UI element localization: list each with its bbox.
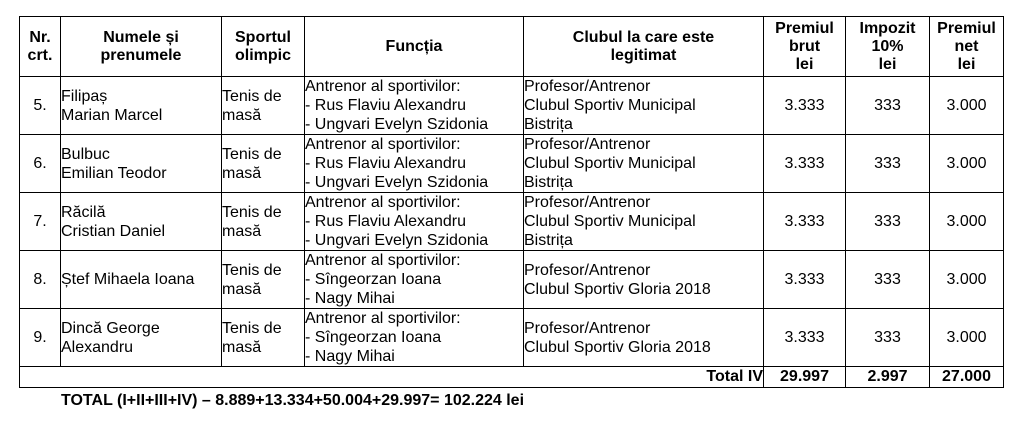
cell-name: [61, 135, 222, 193]
cell-club-line: Profesor/Antrenor: [524, 194, 651, 211]
total-row: [20, 367, 1004, 388]
cell-function: [305, 193, 524, 251]
cell-function-line: - Sîngeorzan Ioana: [305, 271, 442, 288]
cell-club-line: Profesor/Antrenor: [524, 319, 651, 337]
cell-club-line: Clubul Sportiv Gloria 2018: [524, 338, 711, 356]
cell-name-line: Filipaș: [61, 87, 108, 105]
cell-nr: 9.: [20, 309, 61, 367]
header-tax: Impozit 10% lei: [846, 17, 930, 77]
table-row: [20, 135, 1004, 193]
cell-club-line: Profesor/Antrenor: [524, 261, 651, 279]
table-row: [20, 77, 1004, 135]
cell-sport-line: masă: [222, 106, 262, 124]
total-net: 27.000: [930, 367, 1004, 388]
cell-sport-line: Tenis de: [222, 319, 282, 337]
cell-nr: 8.: [20, 251, 61, 309]
header-net: Premiul net lei: [930, 17, 1004, 77]
cell-name-line: Dincă George: [61, 319, 160, 337]
cell-function-line: - Ungvari Evelyn Szidonia: [305, 174, 489, 191]
cell-gross: 3.333: [764, 251, 846, 309]
cell-nr: 5.: [20, 77, 61, 135]
cell-function-line: Antrenor al sportivilor:: [305, 136, 461, 153]
cell-club: [524, 193, 764, 251]
cell-club: [524, 77, 764, 135]
cell-function-line: - Ungvari Evelyn Szidonia: [305, 232, 489, 249]
table-row: [20, 251, 1004, 309]
cell-function-line: Antrenor al sportivilor:: [305, 252, 461, 269]
cell-gross: 3.333: [764, 77, 846, 135]
cell-club-line: Clubul Sportiv Municipal: [524, 213, 696, 230]
cell-net: 3.000: [930, 251, 1004, 309]
table-row: [20, 193, 1004, 251]
cell-sport: [222, 251, 305, 309]
cell-sport-line: Tenis de: [222, 145, 282, 163]
cell-tax: 333: [846, 251, 930, 309]
header-sport: Sportul olimpic: [222, 17, 305, 77]
grand-total: TOTAL (I+II+III+IV) – 8.889+13.334+50.004+29.997= 102.224 lei: [61, 392, 525, 409]
cell-function-line: Antrenor al sportivilor:: [305, 310, 461, 327]
cell-name-line: Ștef Mihaela Ioana: [61, 271, 195, 288]
cell-club-line: Profesor/Antrenor: [524, 78, 651, 95]
cell-club: [524, 251, 764, 309]
header-club: Clubul la care este legitimat: [524, 17, 764, 77]
cell-sport-line: Tenis de: [222, 261, 282, 279]
cell-function: [305, 251, 524, 309]
cell-net: 3.000: [930, 77, 1004, 135]
cell-club-line: Clubul Sportiv Gloria 2018: [524, 280, 711, 298]
cell-sport-line: masă: [222, 338, 262, 356]
cell-function-line: - Sîngeorzan Ioana: [305, 329, 442, 346]
cell-nr: 6.: [20, 135, 61, 193]
cell-club-line: Clubul Sportiv Municipal: [524, 155, 696, 172]
cell-sport-line: masă: [222, 164, 262, 182]
cell-name: [61, 77, 222, 135]
cell-gross: 3.333: [764, 193, 846, 251]
cell-name-line: Cristian Daniel: [61, 222, 166, 240]
cell-tax: 333: [846, 193, 930, 251]
cell-tax: 333: [846, 135, 930, 193]
cell-net: 3.000: [930, 193, 1004, 251]
header-function: Funcția: [305, 17, 524, 77]
header-nr: Nr. crt.: [20, 17, 61, 77]
cell-name: [61, 251, 222, 309]
awards-table: [19, 16, 1004, 388]
cell-function-line: - Rus Flaviu Alexandru: [305, 97, 466, 114]
table-row: [20, 309, 1004, 367]
cell-sport-line: masă: [222, 280, 262, 298]
total-label: Total IV: [20, 367, 764, 388]
cell-club: [524, 309, 764, 367]
cell-gross: 3.333: [764, 135, 846, 193]
cell-sport: [222, 193, 305, 251]
cell-name: [61, 193, 222, 251]
header-row: [20, 17, 1004, 77]
cell-function-line: - Rus Flaviu Alexandru: [305, 213, 466, 230]
cell-club-line: Bistrița: [524, 232, 573, 249]
cell-club-line: Bistrița: [524, 174, 573, 191]
cell-sport-line: Tenis de: [222, 203, 282, 221]
cell-function: [305, 135, 524, 193]
cell-function-line: - Ungvari Evelyn Szidonia: [305, 116, 489, 133]
cell-function: [305, 309, 524, 367]
cell-sport-line: masă: [222, 222, 262, 240]
cell-tax: 333: [846, 77, 930, 135]
cell-name-line: Marian Marcel: [61, 106, 163, 124]
cell-function-line: - Rus Flaviu Alexandru: [305, 155, 466, 172]
cell-sport-line: Tenis de: [222, 87, 282, 105]
total-tax: 2.997: [846, 367, 930, 388]
cell-function: [305, 77, 524, 135]
cell-gross: 3.333: [764, 309, 846, 367]
cell-sport: [222, 77, 305, 135]
cell-tax: 333: [846, 309, 930, 367]
cell-nr: 7.: [20, 193, 61, 251]
cell-name-line: Emilian Teodor: [61, 164, 167, 182]
cell-name-line: Bulbuc: [61, 145, 110, 163]
cell-name: [61, 309, 222, 367]
cell-function-line: Antrenor al sportivilor:: [305, 194, 461, 211]
cell-club-line: Clubul Sportiv Municipal: [524, 97, 696, 114]
cell-club-line: Bistrița: [524, 116, 573, 133]
cell-sport: [222, 135, 305, 193]
cell-name-line: Alexandru: [61, 338, 134, 356]
cell-club: [524, 135, 764, 193]
cell-function-line: - Nagy Mihai: [305, 290, 395, 307]
header-gross: Premiul brut lei: [764, 17, 846, 77]
cell-name-line: Răcilă: [61, 203, 106, 221]
header-name: Numele și prenumele: [61, 17, 222, 77]
cell-net: 3.000: [930, 309, 1004, 367]
cell-net: 3.000: [930, 135, 1004, 193]
cell-sport: [222, 309, 305, 367]
cell-function-line: - Nagy Mihai: [305, 348, 395, 365]
cell-function-line: Antrenor al sportivilor:: [305, 78, 461, 95]
total-gross: 29.997: [764, 367, 846, 388]
cell-club-line: Profesor/Antrenor: [524, 136, 651, 153]
